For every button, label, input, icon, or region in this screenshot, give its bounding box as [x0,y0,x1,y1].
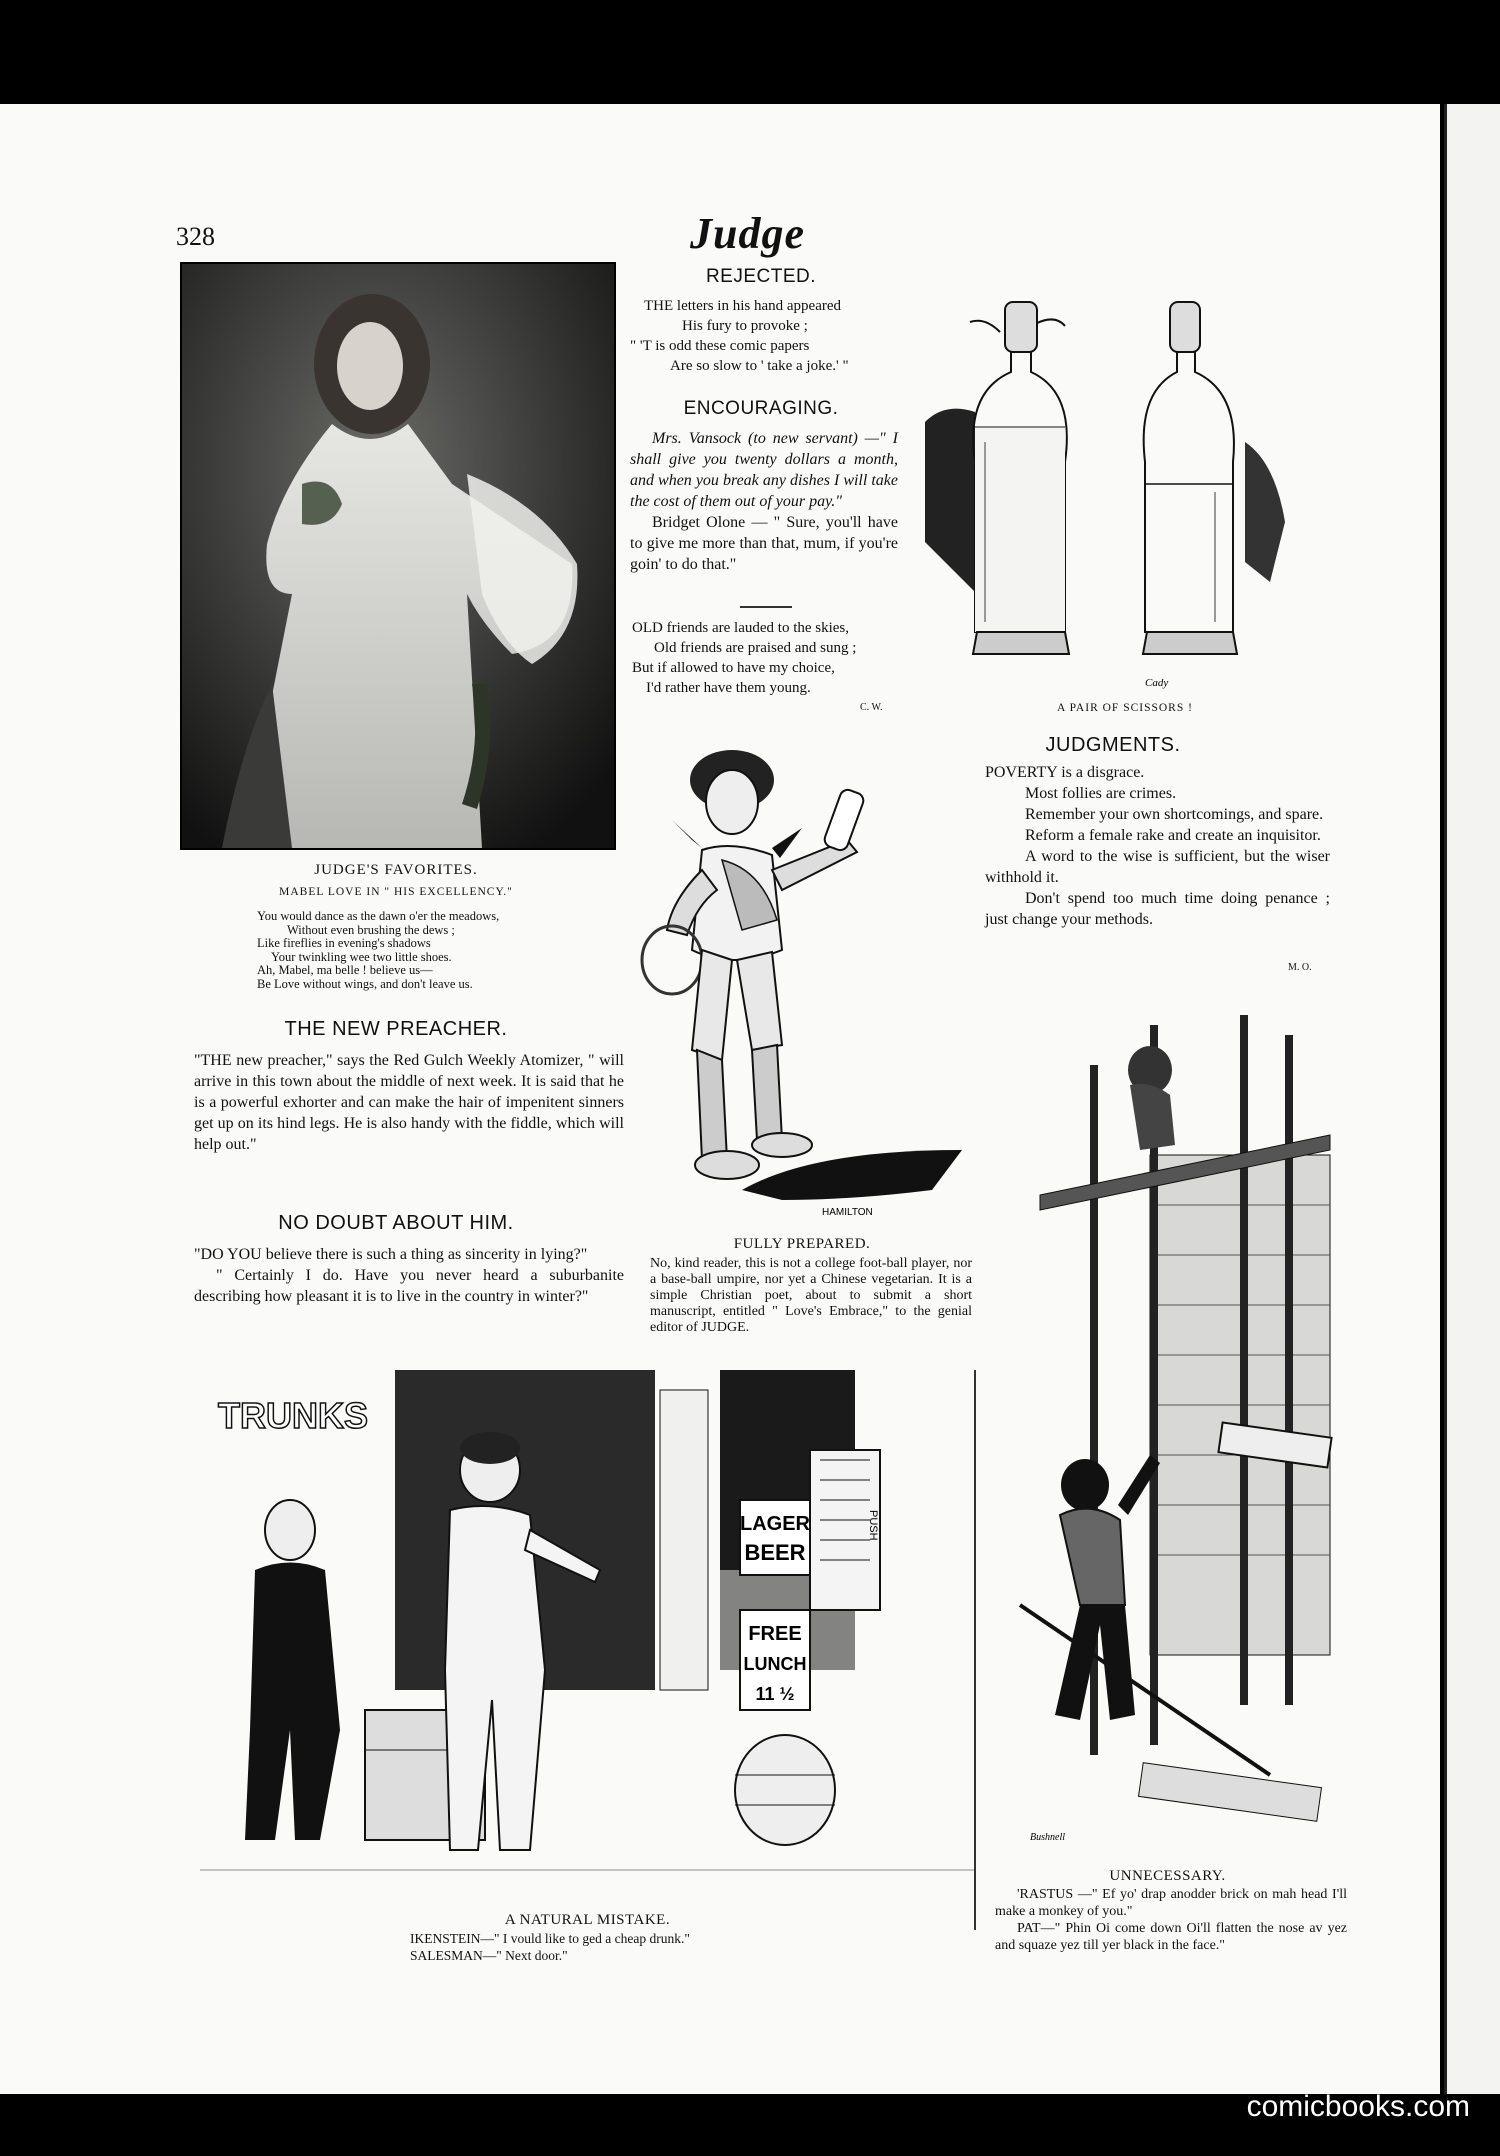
trunks-sign: TRUNKS [218,1395,368,1436]
poem-line: OLD friends are lauded to the skies, [632,620,850,636]
page-number: 328 [176,222,215,251]
judgment: POVERTY is a disgrace. [985,764,1145,781]
judgments-text [985,762,1330,930]
armored-poet-drawing [632,720,972,1240]
favorites-poem [257,910,499,991]
portrait-illustration [182,264,614,848]
preacher-text: "THE new preacher," says the Red Gulch Weekly Atomizer, " will arrive in this town about the middle of next week. It is said that he is a powerful exhorter and can make the hair of impenitent sinners get up on its hind legs. He is also handy with the fiddle, which will help out." [194,1052,624,1153]
scaffold-illustration [1000,985,1345,1865]
no-doubt-answer: " Certainly I do. Have you never heard a suburbanite describing how pleasant it is to live in the country in winter?" [194,1267,624,1305]
judgment: Remember your own shortcomings, and spare. [1025,806,1324,823]
poem-line: Without even brushing the dews ; [287,922,455,937]
svg-text:Bushnell: Bushnell [1030,1832,1065,1843]
siphon-bottles-drawing [915,262,1335,692]
judgments-title: JUDGMENTS. [1045,734,1181,756]
scissors-illustration [915,262,1335,692]
no-doubt-text [194,1244,624,1307]
poem-line: THE letters in his hand appeared [644,298,842,314]
column-rule [974,1370,976,1930]
natural-mistake-illustration [200,1370,975,1915]
poem-line: Are so slow to ' take a joke.' " [670,358,849,374]
facing-page-edge [1444,104,1500,2094]
no-doubt-title: NO DOUBT ABOUT HIM. [278,1212,514,1234]
poem-line: You would dance as the dawn o'er the meadows, [257,909,500,923]
rejected-title: REJECTED. [705,266,817,287]
divider [740,606,792,608]
lunch-sign: LUNCH [743,1654,807,1674]
fully-prepared-title: FULLY PREPARED. [733,1236,871,1252]
scaffold-drawing [1000,985,1345,1865]
watermark-footer: comicbooks.com [1246,2090,1470,2123]
judgment: Most follies are crimes. [1025,785,1177,802]
shop-street-drawing [200,1370,975,1915]
old-friends-signature: C. W. [860,702,883,713]
svg-text:Cady: Cady [1145,677,1169,689]
push-sign: PUSH [867,1510,879,1541]
judgment: Reform a female rake and create an inquisitor. [1025,827,1321,844]
poem-line: Your twinkling wee two little shoes. [271,949,452,964]
judgment: A word to the wise is sufficient, but the wiser withhold it. [985,848,1330,886]
unnecessary-title: UNNECESSARY. [1109,1868,1226,1884]
encouraging-title: ENCOURAGING. [683,398,839,419]
dialogue-line: IKENSTEIN—" I vould like to ged a cheap drunk." [410,1931,690,1946]
fully-prepared-text: No, kind reader, this is not a college foot-ball player, nor a base-ball umpire, nor yet a Chinese vegetarian. It is a simple Christian poet, about to submit a short manuscript, entitled " Love's Embrace," to the genial editor of JUDGE. [650,1256,972,1335]
knight-illustration [632,720,972,1240]
old-friends-poem [632,618,856,698]
poem-line: I'd rather have them young. [646,680,811,696]
dialogue-line: PAT—" Phin Oi come down Oi'll flatten the nose av yez and squaze yez till yer black in the face." [995,1921,1347,1953]
encouraging-p2: Bridget Olone — " Sure, you'll have to give me more than that, mum, if you're goin' to do that." [630,514,898,573]
dialogue-line: SALESMAN—" Next door." [410,1948,568,1963]
judgments-signature: M. O. [1288,962,1312,973]
scissors-caption: A PAIR OF SCISSORS ! [1057,702,1193,714]
rejected-poem [630,296,849,376]
lager-sign: LAGER [740,1513,810,1535]
poem-line: But if allowed to have my choice, [632,660,835,676]
poem-line: Be Love without wings, and don't leave us. [257,976,473,991]
portrait-photo [180,262,616,850]
judgment: Don't spend too much time doing penance ; just change your methods. [985,890,1330,928]
encouraging-p1: Mrs. Vansock (to new servant) —" I shall give you twenty dollars a month, and when you break any dishes I will take the cost of them out of your pay." [630,430,898,510]
favorites-subtitle: MABEL LOVE IN " HIS EXCELLENCY." [279,886,513,898]
encouraging-text [630,428,898,575]
hours-sign: 11 ½ [755,1684,795,1704]
poem-line: " 'T is odd these comic papers [630,338,810,354]
svg-text:HAMILTON: HAMILTON [822,1207,873,1218]
natural-mistake-dialogue [410,1930,690,1964]
free-sign: FREE [748,1623,802,1645]
dialogue-line: 'RASTUS —" Ef yo' drap anodder brick on mah head I'll make a monkey of you." [995,1887,1347,1919]
poem-line: Ah, Mabel, ma belle ! believe us— [257,963,433,977]
poem-line: Like fireflies in evening's shadows [257,936,431,950]
unnecessary-dialogue [995,1886,1347,1954]
favorites-title: JUDGE'S FAVORITES. [314,862,478,878]
no-doubt-question: "DO YOU believe there is such a thing as sincerity in lying?" [194,1246,588,1263]
poem-line: His fury to provoke ; [682,318,808,334]
poem-line: Old friends are praised and sung ; [654,640,857,656]
masthead: Judge [690,209,805,258]
natural-mistake-title: A NATURAL MISTAKE. [504,1912,671,1928]
preacher-title: THE NEW PREACHER. [284,1018,508,1040]
beer-sign: BEER [744,1540,806,1565]
